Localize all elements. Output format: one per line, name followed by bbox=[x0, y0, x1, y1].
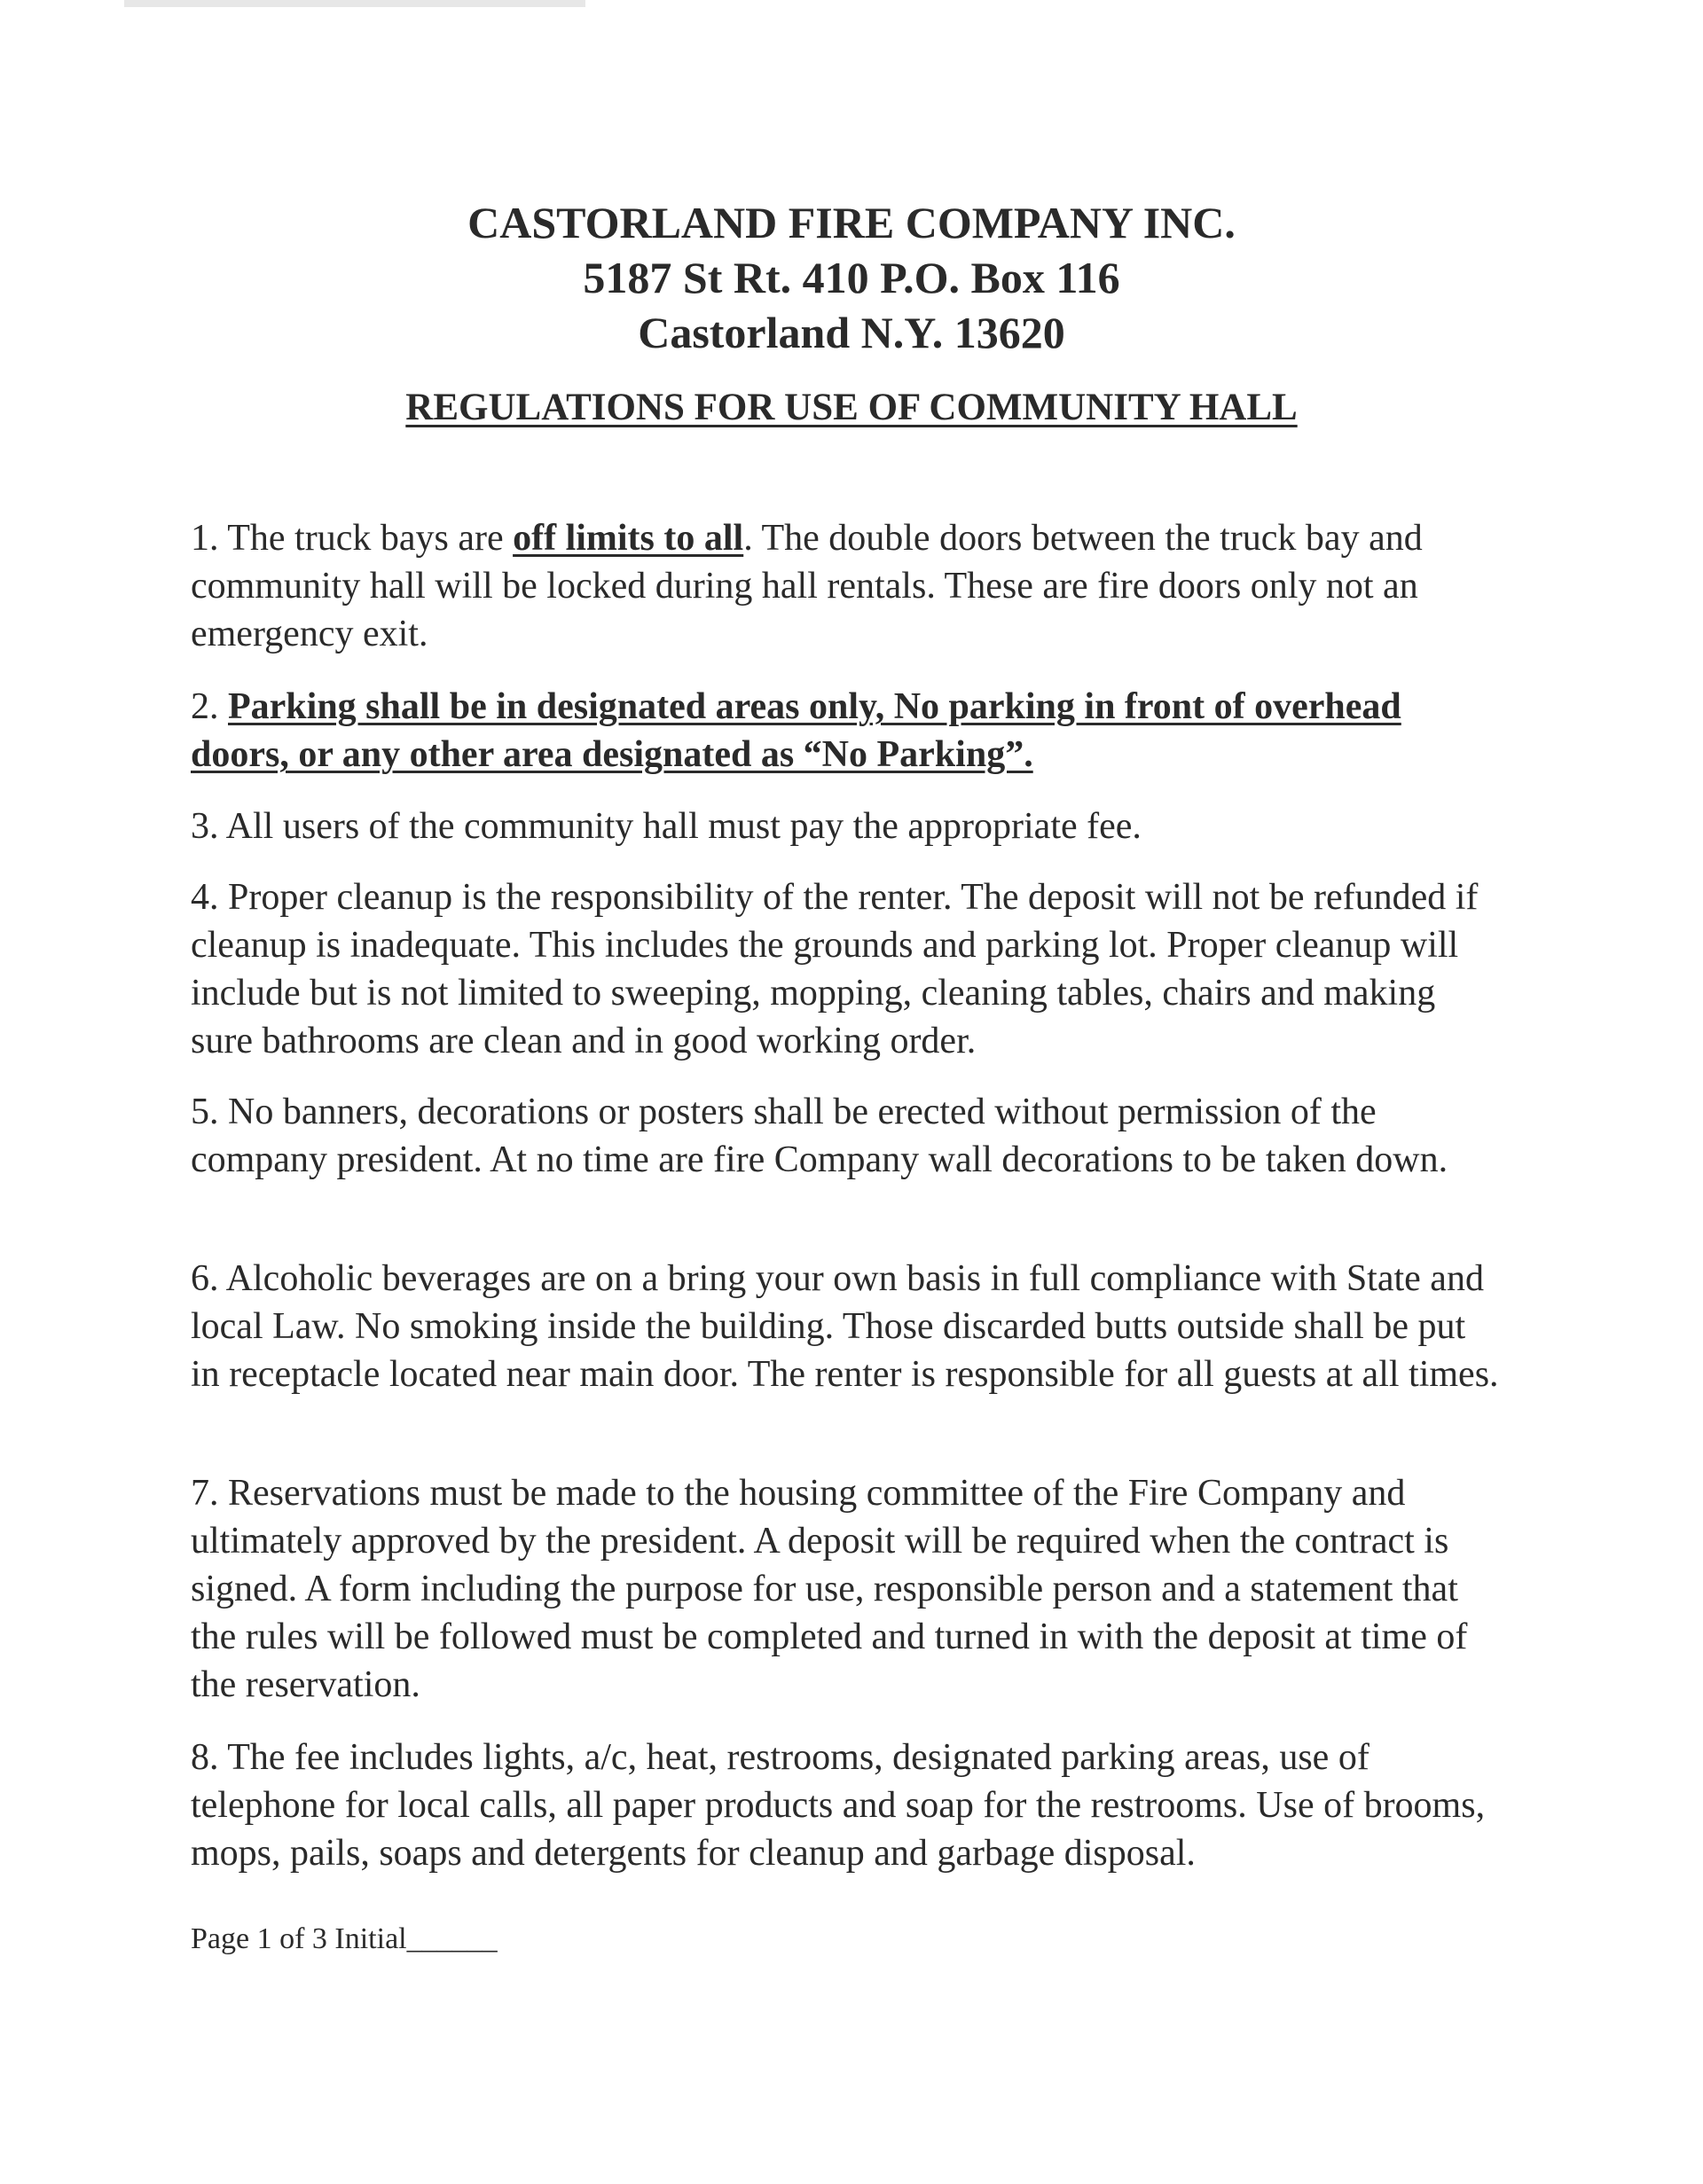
rule-2: 2. Parking shall be in designated areas only, No parking in front of overhead doors, or any other area designated as “No Parking”. bbox=[191, 686, 1401, 775]
rule-1: 1. The truck bays are off limits to all. The double doors between the truck bay and community hall will be locked during hall rentals. These are fire doors only not an emergency exit. bbox=[191, 518, 1423, 654]
scan-smudge bbox=[124, 0, 585, 7]
rule-7: 7. Reservations must be made to the housing committee of the Fire Company and ultimately approved by the president. A deposit will be required when the contract is signed. A form including the purpose for use, responsible person and a statement that the rules will be followed must be completed and turned in with the deposit at time of the reservation. bbox=[191, 1473, 1468, 1705]
rule-6: 6. Alcoholic beverages are on a bring your own basis in full compliance with State and local Law. No smoking inside the building. Those discarded butts outside shall be put in receptacle located near main door. The renter is responsible for all guests at all times. bbox=[191, 1258, 1499, 1395]
rule-4: 4. Proper cleanup is the responsibility of the renter. The deposit will not be refunded if cleanup is inadequate. This includes the grounds and parking lot. Proper cleanup will include but is not limited to sweeping, mopping, cleaning tables, chairs and making sure bathrooms are clean and in good working order. bbox=[191, 877, 1479, 1061]
rule-1-emphasis: off limits to all bbox=[513, 518, 744, 559]
letterhead bbox=[0, 195, 1703, 360]
company-street-address: 5187 St Rt. 410 P.O. Box 116 bbox=[583, 253, 1120, 302]
document-title: REGULATIONS FOR USE OF COMMUNITY HALL bbox=[405, 387, 1298, 428]
rule-3: 3. All users of the community hall must pay the appropriate fee. bbox=[191, 806, 1142, 847]
rule-8: 8. The fee includes lights, a/c, heat, restrooms, designated parking areas, use of telephone for local calls, all paper products and soap for the restrooms. Use of brooms, mops, pails, soaps and detergents for cleanup and garbage disposal. bbox=[191, 1737, 1486, 1874]
company-name: CASTORLAND FIRE COMPANY INC. bbox=[467, 198, 1236, 247]
page-footer: Page 1 of 3 Initial______ bbox=[191, 1922, 498, 1955]
rule-2-emphasis: Parking shall be in designated areas only, No parking in front of overhead doors, or any other area designated as “No Parking”. bbox=[191, 686, 1401, 775]
company-city-address: Castorland N.Y. 13620 bbox=[638, 308, 1065, 357]
rule-5: 5. No banners, decorations or posters shall be erected without permission of the company president. At no time are fire Company wall decorations to be taken down. bbox=[191, 1092, 1448, 1180]
